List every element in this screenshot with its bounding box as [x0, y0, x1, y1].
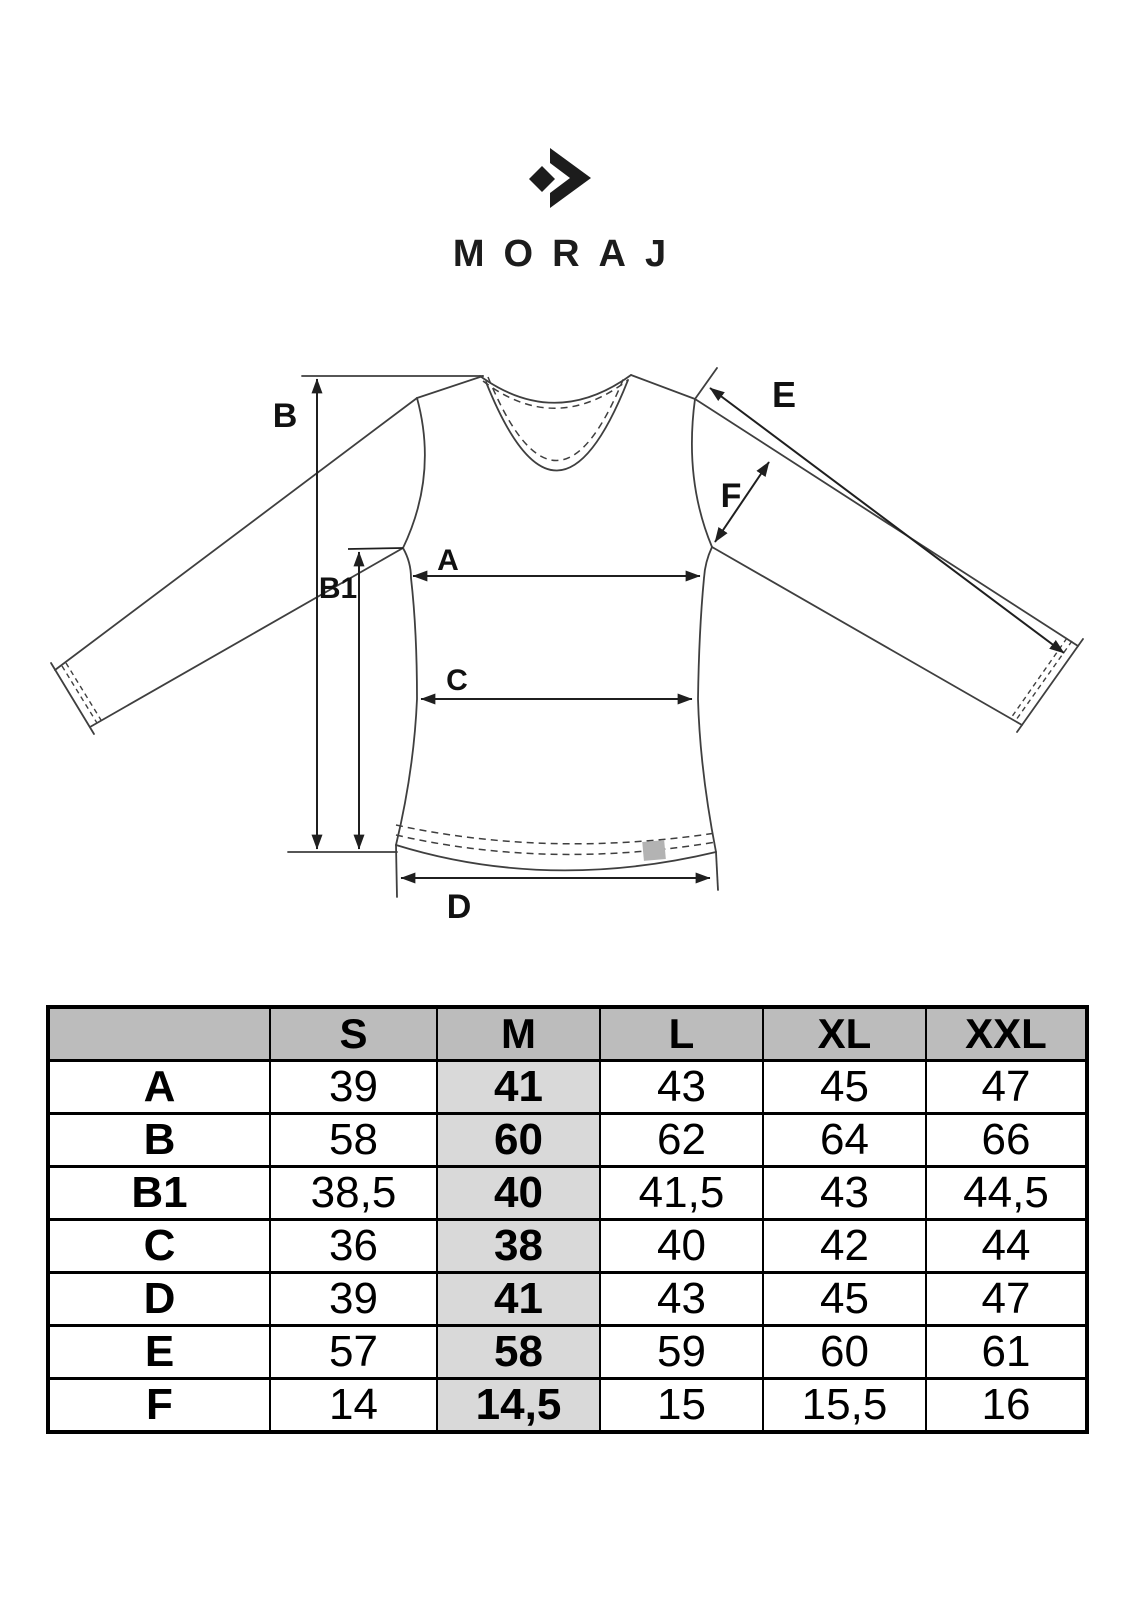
table-row-E: [48, 1326, 1087, 1379]
cell-B-XL: 64: [763, 1114, 926, 1167]
cell-A-XXL: 47: [926, 1061, 1087, 1114]
table-row-D: [48, 1273, 1087, 1326]
cell-C-XXL: 44: [926, 1220, 1087, 1273]
hem-stitch-upper: [396, 825, 716, 844]
care-label: [642, 840, 666, 861]
hem-bottom-edge: [396, 845, 716, 870]
cell-B-XXL: 66: [926, 1114, 1087, 1167]
cell-E-XL: 60: [763, 1326, 926, 1379]
hem-stitch-lower: [396, 835, 716, 854]
table-row-C: [48, 1220, 1087, 1273]
cell-C-S: 36: [270, 1220, 437, 1273]
logo-chevron-icon: [550, 148, 591, 208]
table-row-A: [48, 1061, 1087, 1114]
cell-E-M: 58: [437, 1326, 600, 1379]
row-label-F: F: [48, 1379, 270, 1433]
garment-measurement-diagram: [0, 330, 1131, 960]
cell-B-S: 58: [270, 1114, 437, 1167]
cell-B1-XXL: 44,5: [926, 1167, 1087, 1220]
stitch-dashed-lines: [62, 375, 1072, 854]
measure-label-B1: B1: [318, 572, 358, 605]
cell-B-L: 62: [600, 1114, 763, 1167]
left-hem-extension-line: [396, 845, 397, 897]
measurement-arrows: [317, 379, 1064, 878]
cell-A-M: 41: [437, 1061, 600, 1114]
size-table-header: [48, 1007, 1087, 1061]
right-armhole-seam: [692, 399, 712, 547]
right-cuff-edge: [1017, 639, 1083, 732]
measure-label-A: A: [437, 544, 459, 577]
left-side-seam: [396, 548, 417, 845]
row-label-D: D: [48, 1273, 270, 1326]
row-label-B: B: [48, 1114, 270, 1167]
collar-stitch-lower: [488, 375, 625, 461]
measure-label-E: E: [771, 374, 797, 415]
brand-logo-icon: [528, 146, 592, 210]
left-sleeve-top-edge: [55, 398, 417, 670]
cell-B1-M: 40: [437, 1167, 600, 1220]
left-shoulder-seam: [417, 376, 483, 398]
table-row-B: [48, 1114, 1087, 1167]
cell-F-L: 15: [600, 1379, 763, 1433]
cell-A-S: 39: [270, 1061, 437, 1114]
measure-arrow-E: [710, 388, 1064, 653]
brand-logo: [0, 146, 1125, 276]
cell-F-S: 14: [270, 1379, 437, 1433]
measure-label-B: B: [272, 397, 298, 435]
cell-E-S: 57: [270, 1326, 437, 1379]
right-shoulder-seam: [631, 375, 695, 399]
cell-B1-S: 38,5: [270, 1167, 437, 1220]
cell-D-L: 43: [600, 1273, 763, 1326]
cell-D-XL: 45: [763, 1273, 926, 1326]
cell-D-S: 39: [270, 1273, 437, 1326]
cell-C-L: 40: [600, 1220, 763, 1273]
row-label-B1: B1: [48, 1167, 270, 1220]
cell-B1-L: 41,5: [600, 1167, 763, 1220]
measurement-labels: [273, 374, 796, 926]
row-label-E: E: [48, 1326, 270, 1379]
brand-name: MORAJ: [452, 233, 686, 275]
left-cuff-stitch-1: [62, 666, 97, 723]
cell-E-XXL: 61: [926, 1326, 1087, 1379]
col-header-L: L: [600, 1007, 763, 1061]
cell-D-M: 41: [437, 1273, 600, 1326]
table-row-B1: [48, 1167, 1087, 1220]
cell-B1-XL: 43: [763, 1167, 926, 1220]
collar-inner-curve: [480, 375, 631, 403]
cell-C-M: 38: [437, 1220, 600, 1273]
size-table: [46, 1005, 1089, 1434]
measure-label-D: D: [446, 888, 472, 926]
col-header-M: M: [437, 1007, 600, 1061]
left-armhole-seam: [403, 398, 425, 548]
row-label-C: C: [48, 1220, 270, 1273]
measure-b1-tick-line: [348, 548, 403, 549]
cell-A-L: 43: [600, 1061, 763, 1114]
cell-F-XL: 15,5: [763, 1379, 926, 1433]
cell-E-L: 59: [600, 1326, 763, 1379]
cell-A-XL: 45: [763, 1061, 926, 1114]
logo-diamond-icon: [529, 166, 555, 192]
measure-label-F: F: [720, 477, 742, 515]
table-row-F: [48, 1379, 1087, 1433]
cell-D-XXL: 47: [926, 1273, 1087, 1326]
cell-F-XXL: 16: [926, 1379, 1087, 1433]
cell-B-M: 60: [437, 1114, 600, 1167]
shirt-outline-drawing: [51, 368, 1083, 897]
right-shoulder-extension-line: [695, 368, 717, 399]
right-sleeve-top-edge: [695, 399, 1078, 646]
col-header-XL: XL: [763, 1007, 926, 1061]
right-hem-extension-line: [716, 852, 718, 890]
collar-stitch-upper: [483, 380, 628, 408]
right-side-seam: [698, 547, 716, 852]
size-table-corner-cell: [48, 1007, 270, 1061]
measure-label-C: C: [446, 664, 468, 697]
cell-C-XL: 42: [763, 1220, 926, 1273]
row-label-A: A: [48, 1061, 270, 1114]
cell-F-M: 14,5: [437, 1379, 600, 1433]
col-header-XXL: XXL: [926, 1007, 1087, 1061]
col-header-S: S: [270, 1007, 437, 1061]
left-cuff-stitch-2: [66, 663, 101, 720]
right-sleeve-under-edge: [712, 547, 1022, 725]
size-table-body: [48, 1061, 1087, 1433]
